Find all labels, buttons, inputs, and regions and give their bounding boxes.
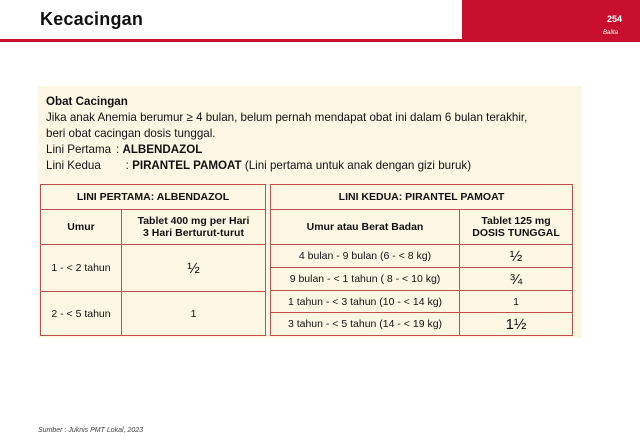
table-row (271, 268, 573, 291)
dose-header-line-1: Tablet 400 mg per Hari (137, 215, 250, 227)
table-row (41, 245, 266, 292)
header-badge (462, 0, 640, 40)
source-footnote: Sumber : Juknis PMT Lokal, 2023 (38, 427, 144, 434)
dose-cell: ½ (460, 245, 573, 268)
table-row (271, 313, 573, 336)
lini-kedua-row (46, 158, 576, 174)
lini-pertama-label: Lini Pertama (46, 143, 112, 156)
dose-header-line-1: Tablet 125 mg (481, 215, 551, 227)
age-cell: 4 bulan - 9 bulan (6 - < 8 kg) (271, 245, 460, 268)
dose-cell: ½ (122, 245, 266, 292)
table-row (271, 245, 573, 268)
lini-pertama-value: ALBENDAZOL (122, 143, 203, 156)
intro-text (46, 94, 576, 174)
intro-line-1: Jika anak Anemia berumur ≥ 4 bulan, belum pernah mendapat obat ini dalam 6 bulan terakhir, (46, 111, 528, 124)
dose-cell: 1½ (460, 313, 573, 336)
table-title: LINI KEDUA: PIRANTEL PAMOAT (271, 185, 573, 210)
colon: : (116, 143, 123, 156)
page-title: Kecacingan (40, 9, 144, 29)
lini-kedua-value: PIRANTEL PAMOAT (132, 159, 242, 172)
table-row (41, 292, 266, 336)
column-header-age-weight: Umur atau Berat Badan (271, 210, 460, 245)
lini-pertama-row (46, 142, 576, 158)
age-cell: 9 bulan - < 1 tahun ( 8 - < 10 kg) (271, 268, 460, 291)
lini-kedua-label: Lini Kedua (46, 159, 101, 172)
table-albendazol (40, 184, 266, 336)
dose-cell: ¾ (460, 268, 573, 291)
content-panel (38, 86, 582, 338)
dose-cell: 1 (122, 292, 266, 336)
table-title: LINI PERTAMA: ALBENDAZOL (41, 185, 266, 210)
section-label: Balita (602, 30, 618, 36)
age-cell: 3 tahun - < 5 tahun (14 - < 19 kg) (271, 313, 460, 336)
header-divider (0, 39, 640, 42)
dose-header-line-2: 3 Hari Berturut-turut (143, 227, 244, 239)
column-header-dose (122, 210, 266, 245)
age-cell: 2 - < 5 tahun (41, 292, 122, 336)
column-header-dose (460, 210, 573, 245)
lini-kedua-note: (Lini pertama untuk anak dengan gizi buruk) (244, 159, 472, 172)
dose-cell: 1 (460, 291, 573, 313)
table-row (271, 291, 573, 313)
column-header-age: Umur (41, 210, 122, 245)
table-pirantel-pamoat (270, 184, 573, 336)
intro-line-2: beri obat cacingan dosis tunggal. (46, 127, 216, 140)
dose-header-line-2: DOSIS TUNGGAL (472, 227, 560, 239)
intro-heading: Obat Cacingan (46, 95, 128, 108)
age-cell: 1 - < 2 tahun (41, 245, 122, 292)
page-number: 254 (606, 14, 622, 24)
age-cell: 1 tahun - < 3 tahun (10 - < 14 kg) (271, 291, 460, 313)
colon: : (116, 159, 133, 172)
